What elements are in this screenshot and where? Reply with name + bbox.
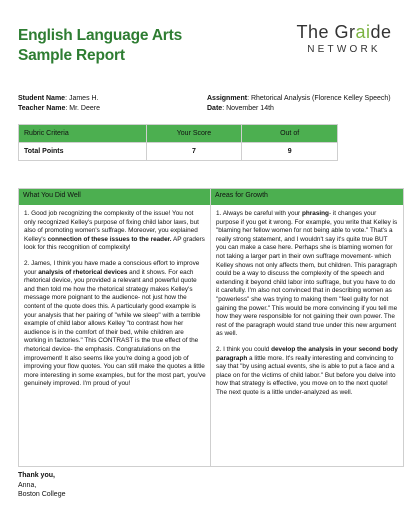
date-value: : November 14th	[222, 105, 274, 112]
student-name-label: Student Name	[18, 95, 66, 102]
areas-for-growth-header: Areas for Growth	[215, 192, 268, 199]
did-well-2-tail: and it shows. For each rhetorical device, you provided a relevant and powerful quote and then told me how the rhetorical strategy makes Kelley's message more poignant to the audience- not just how the content of the quote does this. A particularly good example is your analysis that her pairing of "while we sleep" with a terrible example of child labor allows Kelley "to contrast how her audience is in the comfort of their bed, while children are working in factories." This CONTRAST is the true effect of the rhetorical device- the emphasis. Congratulations on the improvement! It also seems like you're doing a good job of improving your flow quotes. You can still make the quotes a little more interesting in some examples, but for the most part, you've genuinely improved. I'm proud of you!	[24, 268, 206, 388]
max-score-value: 9	[242, 143, 338, 161]
growth-2-emphasis: develop the analysis in your second body paragraph	[216, 345, 398, 362]
signoff-org: Boston College	[18, 491, 66, 499]
feedback-body	[19, 205, 403, 467]
report-title	[18, 26, 182, 66]
did-well-2-text: 2. James, I think you have made a conscious effort to improve your	[24, 259, 200, 276]
feedback-header-row	[19, 189, 403, 205]
your-score-header: Your Score	[146, 125, 242, 143]
student-name-row	[18, 94, 100, 104]
grade-network-logo	[289, 22, 399, 55]
assignment-info	[207, 94, 391, 114]
logo-wordmark	[289, 22, 399, 43]
did-well-1-emphasis: connection of these issues to the reader.	[47, 235, 172, 243]
assignment-value: : Rhetorical Analysis (Florence Kelley Speech)	[247, 95, 391, 102]
growth-column	[211, 205, 403, 467]
did-well-point-2	[24, 260, 206, 389]
teacher-name-label: Teacher Name	[18, 105, 66, 112]
total-points-label: Total Points	[19, 143, 147, 161]
title-line-1: English Language Arts	[18, 27, 183, 44]
growth-point-2	[216, 346, 399, 398]
logo-text-ai: ai	[355, 22, 371, 42]
teacher-name-row	[18, 104, 100, 114]
table-row	[19, 143, 338, 161]
what-you-did-well-header: What You Did Well	[19, 189, 211, 205]
growth-2-tail: a little more. It's really interesting and convincing to say that "by using actual events, she is able to put a face and a place on for the victims of child labor." But before you delve into how that strategy is effective, you move on to the next quote! The next quote is a little under-analyzed as well.	[216, 354, 396, 396]
growth-point-1	[216, 210, 399, 339]
score-table	[18, 124, 338, 161]
assignment-row	[207, 94, 391, 104]
growth-1-emphasis: phrasing	[301, 210, 329, 217]
assignment-label: Assignment	[207, 95, 248, 102]
teacher-name-value: : Mr. Deere	[65, 105, 100, 112]
signoff-name: Anna,	[18, 481, 37, 489]
did-well-1-tail: AP graders look for this recognition of complexity!	[24, 235, 205, 252]
logo-text-a: The Gr	[296, 22, 356, 42]
title-line-2: Sample Report	[18, 47, 125, 64]
did-well-2-emphasis: analysis of rhetorical devices	[38, 268, 128, 276]
rubric-criteria-header: Rubric Criteria	[19, 125, 147, 143]
did-well-column	[19, 205, 211, 467]
logo-text-b: de	[370, 22, 392, 42]
signoff-thanks: Thank you,	[18, 472, 55, 479]
growth-2-text: 2. I think you could	[216, 345, 272, 353]
student-info	[18, 94, 100, 114]
score-header-row	[19, 125, 338, 143]
student-name-value: : James H.	[65, 95, 99, 102]
out-of-header: Out of	[242, 125, 338, 143]
growth-1-tail: - it changes your purpose if you get it wrong. For example, you write that Kelley is "blaming her fellow women for not being able to vote." That's a really strong statement, and I wouldn't say it's quite true BUT you can make a case here. Perhaps she is blaming women for not taking a larger part in their own suffrage movement- which Kelley shows not only affects them, but children. This paragraph could be a way to discuss the complexity of the speech and extending it beyond child labor into suffrage, but you have to do it carefully. I'm also not convinced that in describing women as "powerless" she was trying to making them "feel guilty for not gaining the power." This would be more convincing if you tell me how they were responsible for not gaining their own power. The rest of the paragraph would stand true under this new argument as well.	[216, 210, 398, 338]
did-well-point-1	[24, 210, 206, 253]
signoff	[18, 471, 65, 500]
logo-subtitle: NETWORK	[307, 44, 381, 55]
feedback-table	[18, 188, 404, 467]
did-well-1-text: 1. Good job recognizing the complexity of the issue! You not only recognized Kelley's purpose of fixing child labor laws, but also of promoting women's suffrage. Moreover, you explained Kelley's	[24, 210, 199, 243]
date-label: Date	[207, 105, 223, 112]
score-value: 7	[146, 143, 242, 161]
growth-1-text: 1. Always be careful with your	[216, 210, 302, 217]
date-row	[207, 104, 391, 114]
